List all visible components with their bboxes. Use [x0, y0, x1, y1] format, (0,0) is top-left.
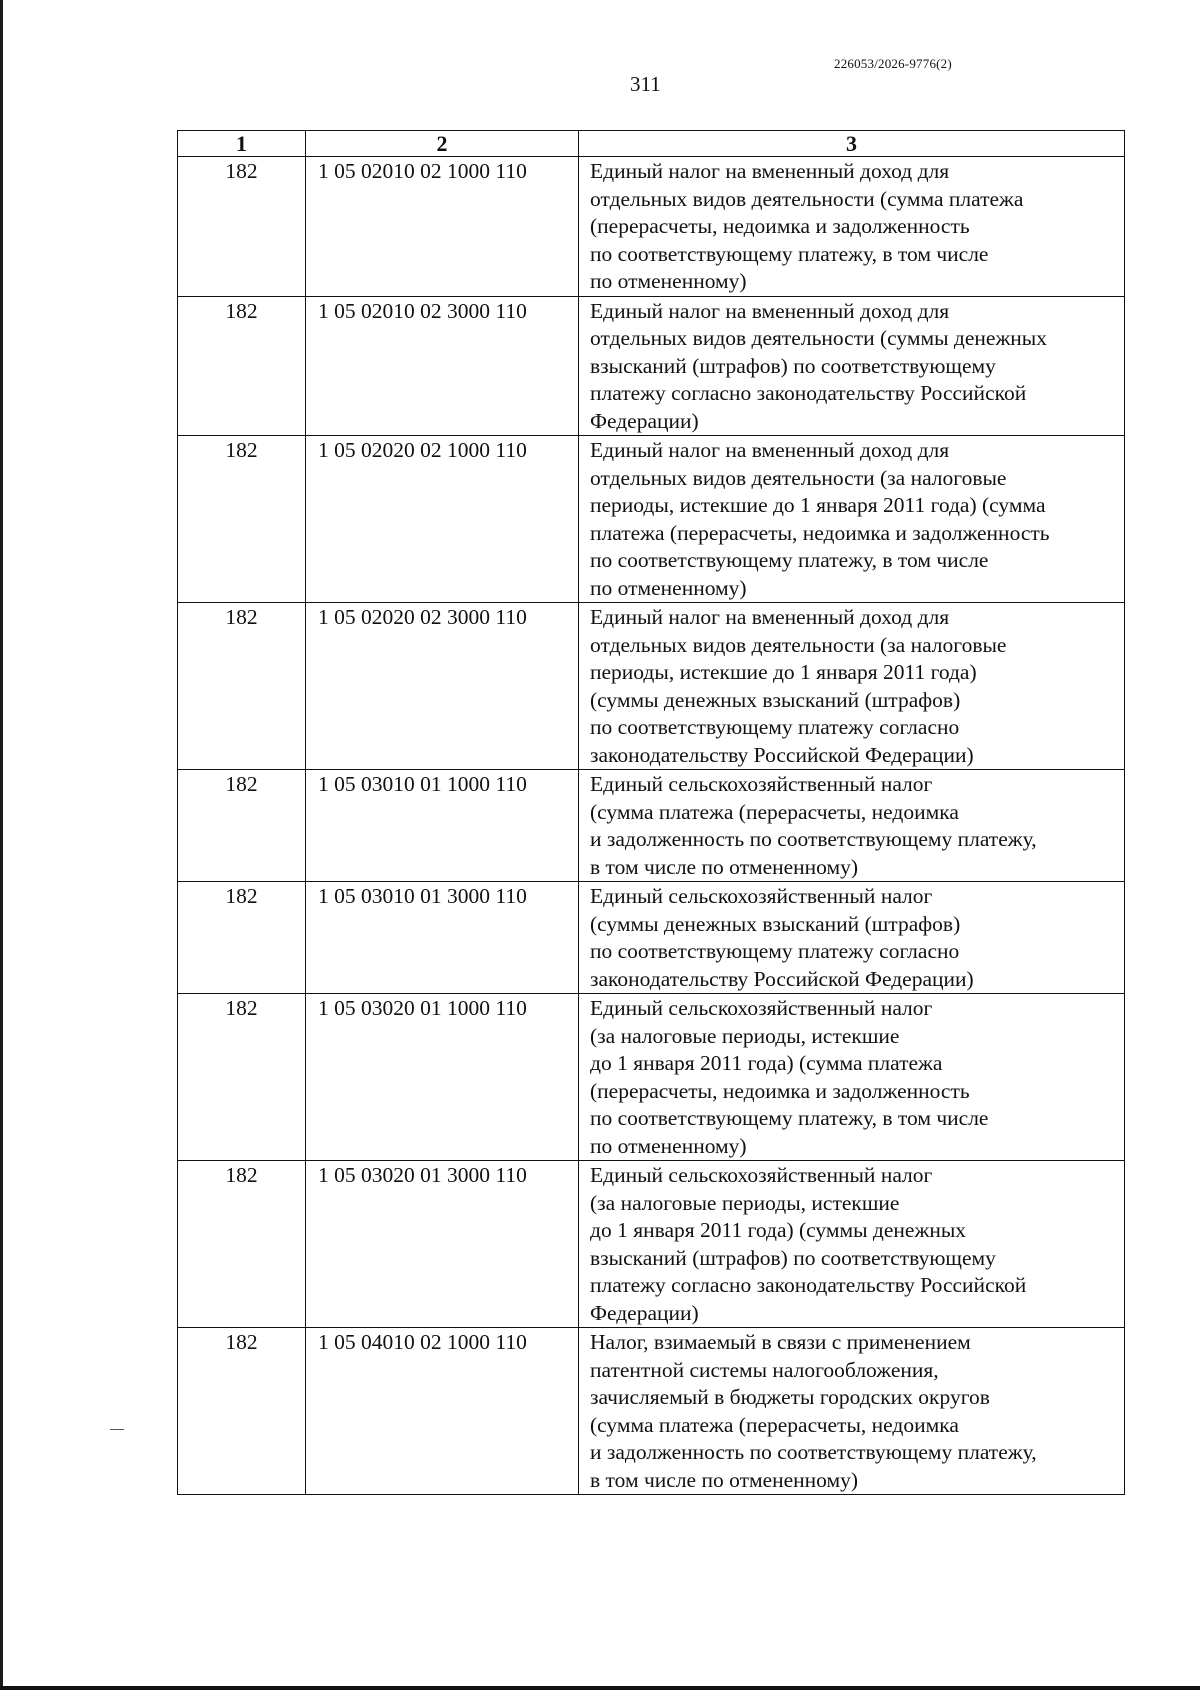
column-header-3: 3 [579, 131, 1125, 157]
description-line: зачисляемый в бюджеты городских округов [590, 1385, 990, 1409]
description-line: Единый сельскохозяйственный налог [590, 996, 933, 1020]
scan-stray-mark [110, 1429, 124, 1430]
column-header-2: 2 [306, 131, 579, 157]
description-line: по соответствующему платежу, в том числе [590, 1106, 989, 1130]
description-line: по отмененному) [590, 1133, 747, 1158]
description-line: периоды, истекшие до 1 января 2011 года) [590, 660, 977, 684]
description-line: до 1 января 2011 года) (суммы денежных [590, 1218, 967, 1242]
table-header-row [178, 131, 1125, 157]
description-line: Единый налог на вмененный доход для [590, 159, 950, 183]
page-number: 311 [630, 72, 661, 96]
revenue-code-cell: 1 05 04010 02 1000 110 [306, 1328, 579, 1495]
description-line: платежа (перерасчеты, недоимка и задолженность [590, 520, 1050, 545]
description-line: (перерасчеты, недоимка и задолженность [590, 1078, 970, 1103]
admin-code-cell: 182 [178, 1328, 306, 1495]
table-row [178, 157, 1125, 297]
description-line: платежу согласно законодательству Российской [590, 381, 1027, 405]
description-line: (суммы денежных взысканий (штрафов) [590, 687, 961, 712]
scan-bottom-edge [0, 1686, 1200, 1690]
table-row [178, 436, 1125, 603]
table-row [178, 882, 1125, 994]
description-line: Федерации) [590, 408, 699, 433]
description-line: отдельных видов деятельности (суммы денежных [590, 326, 1048, 350]
description-line: законодательству Российской Федерации) [590, 742, 974, 767]
table-row [178, 603, 1125, 770]
table-body [178, 157, 1125, 1495]
table-row [178, 1161, 1125, 1328]
description-line: (суммы денежных взысканий (штрафов) [590, 911, 961, 936]
description-line: (за налоговые периоды, истекшие [590, 1190, 900, 1215]
description-line: по отмененному) [590, 575, 747, 600]
description-cell [579, 1328, 1125, 1495]
admin-code-cell: 182 [178, 296, 306, 436]
admin-code-cell: 182 [178, 770, 306, 882]
revenue-code-cell: 1 05 02020 02 1000 110 [306, 436, 579, 603]
description-line: взысканий (штрафов) по соответствующему [590, 1245, 996, 1270]
description-line: отдельных видов деятельности (за налоговые [590, 632, 1007, 657]
revenue-code-cell: 1 05 03010 01 3000 110 [306, 882, 579, 994]
description-line: по соответствующему платежу согласно [590, 715, 960, 739]
table-row [178, 1328, 1125, 1495]
revenue-code-cell: 1 05 02010 02 3000 110 [306, 296, 579, 436]
description-line: в том числе по отмененному) [590, 854, 859, 879]
description-line: до 1 января 2011 года) (сумма платежа [590, 1051, 943, 1075]
revenue-code-table [177, 130, 1125, 1495]
description-line: по соответствующему платежу согласно [590, 939, 960, 963]
description-cell [579, 436, 1125, 603]
description-cell [579, 882, 1125, 994]
description-line: (сумма платежа (перерасчеты, недоимка [590, 799, 959, 824]
description-line: (сумма платежа (перерасчеты, недоимка [590, 1412, 959, 1437]
revenue-code-cell: 1 05 02020 02 3000 110 [306, 603, 579, 770]
description-line: и задолженность по соответствующему платежу, [590, 1440, 1037, 1464]
revenue-code-cell: 1 05 02010 02 1000 110 [306, 157, 579, 297]
scan-left-edge [0, 0, 3, 1690]
admin-code-cell: 182 [178, 882, 306, 994]
document-id: 226053/2026-9776(2) [834, 56, 952, 71]
table-row [178, 770, 1125, 882]
table-row [178, 994, 1125, 1161]
admin-code-cell: 182 [178, 157, 306, 297]
description-line: Единый сельскохозяйственный налог [590, 772, 933, 796]
table-row [178, 296, 1125, 436]
description-line: периоды, истекшие до 1 января 2011 года) (сумма [590, 493, 1046, 517]
description-cell [579, 770, 1125, 882]
description-line: (перерасчеты, недоимка и задолженность [590, 214, 970, 238]
description-line: Федерации) [590, 1300, 699, 1325]
description-line: (за налоговые периоды, истекшие [590, 1023, 900, 1048]
revenue-code-cell: 1 05 03020 01 1000 110 [306, 994, 579, 1161]
description-line: Налог, взимаемый в связи с применением [590, 1330, 971, 1354]
admin-code-cell: 182 [178, 1161, 306, 1328]
description-line: Единый сельскохозяйственный налог [590, 884, 933, 908]
description-line: отдельных видов деятельности (сумма платежа [590, 186, 1024, 211]
description-line: Единый налог на вмененный доход для [590, 438, 950, 462]
admin-code-cell: 182 [178, 436, 306, 603]
description-line: по соответствующему платежу, в том числе [590, 241, 989, 266]
description-cell [579, 157, 1125, 297]
description-line: Единый налог на вмененный доход для [590, 298, 950, 323]
description-line: платежу согласно законодательству Российской [590, 1273, 1027, 1297]
admin-code-cell: 182 [178, 994, 306, 1161]
description-line: по отмененному) [590, 269, 747, 293]
description-line: и задолженность по соответствующему платежу, [590, 827, 1037, 851]
description-line: по соответствующему платежу, в том числе [590, 548, 989, 572]
admin-code-cell: 182 [178, 603, 306, 770]
description-line: отдельных видов деятельности (за налоговые [590, 465, 1007, 490]
description-line: Единый сельскохозяйственный налог [590, 1163, 933, 1187]
column-header-1: 1 [178, 131, 306, 157]
description-line: законодательству Российской Федерации) [590, 966, 974, 991]
description-cell [579, 994, 1125, 1161]
description-cell [579, 603, 1125, 770]
revenue-code-cell: 1 05 03020 01 3000 110 [306, 1161, 579, 1328]
description-line: Единый налог на вмененный доход для [590, 605, 950, 629]
description-cell [579, 296, 1125, 436]
description-cell [579, 1161, 1125, 1328]
description-line: взысканий (штрафов) по соответствующему [590, 353, 996, 378]
description-line: в том числе по отмененному) [590, 1467, 859, 1492]
description-line: патентной системы налогообложения, [590, 1357, 939, 1382]
revenue-code-cell: 1 05 03010 01 1000 110 [306, 770, 579, 882]
